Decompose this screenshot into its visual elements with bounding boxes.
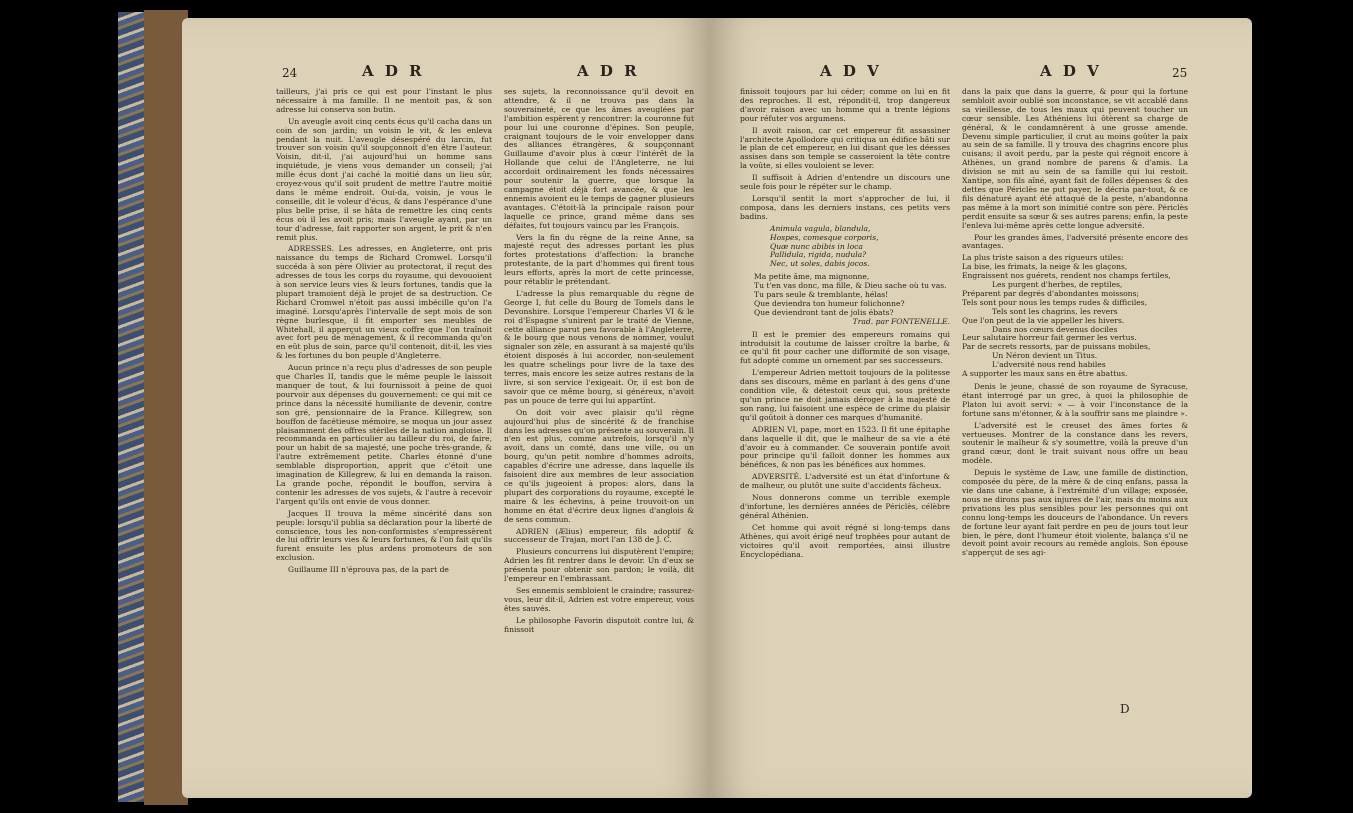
- page-number: 25: [1172, 66, 1188, 80]
- paragraph: Jacques II trouva la même sincérité dans son peuple: lorsqu'il publia sa déclaration pour la liberté de conscience, tous les non-conformistes s'empressèrent de lui offrir leurs vies & leurs fortunes, & l'on fait qu'ils furent ensuite les plus ardens promoteurs de son exclusion.: [276, 508, 492, 563]
- paragraph: L'adversité est le creuset des âmes fortes & vertueuses. Montrer de la constance dans les revers, soutenir le malheur & s'y soumettre, voilà la preuve d'un grand cœur, dont le trait suivant nous offre un beau modèle.: [962, 420, 1188, 466]
- verse-line: Que l'on peut de la vie appeller les hivers.: [962, 315, 1125, 325]
- paragraph: Plusieurs concurrens lui disputèrent l'empire; Adrien les fit rentrer dans le devoir. Un d'eux se présenta pour obtenir son pardon; le voilà, dit l'empereur en l'embrassant.: [504, 547, 694, 584]
- paragraph: Il suffisoit à Adrien d'entendre un discours une seule fois pour le répéter sur le champ.: [740, 173, 950, 192]
- verse-line: Ma petite âme, ma mignonne,: [754, 272, 870, 282]
- paragraph: L'empereur Adrien mettoit toujours de la politesse dans ses discours, même en parlant à des gens d'une condition vile, & détestoit ceux qui, sous prétexte qu'un prince ne doit jamais déroger à la majesté de son rang, lui faisoient une espèce de crime du plaisir qu'il goûtoit à donner ces marques d'humanité.: [740, 368, 950, 422]
- verse-line: Nec, ut soles, dabis jocos.: [770, 259, 870, 269]
- paragraph: Il avoit raison, car cet empereur fit assassiner l'architecte Apollodore qui critiqua un édifice bâti sur le plan de cet empereur, en lui disant que les déesses assises dans son temple se casseroient la tête contre la voûte, si elles vouloient se lever.: [740, 125, 950, 171]
- paragraph: Un aveugle avoit cinq cents écus qu'il cacha dans un coin de son jardin; un voisin le vit, & les enleva pendant la nuit. L'aveugle désespéré du larcin, fut trouver son voisin qu'il soupçonnoit d'en être l'auteur. Voisin, dit-il, j'ai aujourd'hui un homme sans inquiétude, je viens vous demander un conseil; j'ai mille écus dont j'ai caché la moitié dans un lieu sûr, croyez-vous qu'il soit prudent de mettre l'autre moitié dans le même endroit. Oui-da, voisin, je vous le conseille, dit le voleur d'écus, & dans l'espérance d'une plus belle prise, il se hâta de remettre les cinq cents écus où il les avoit pris; mais l'aveugle ayant, par un tour d'adresse, fait rapporter son argent, le prit & n'en remit plus.: [276, 116, 492, 242]
- verse-line: Tu pars seule & tremblante, hélas!: [754, 290, 889, 300]
- paragraph: tailleurs, j'ai pris ce qui est pour l'instant le plus nécessaire à ma famille. Il ne mentoit pas, & son adresse lui conserva son butin.: [276, 87, 492, 114]
- verse-line: Préparent par degrés d'abondantes moissons;: [962, 288, 1140, 298]
- verse-line: Que deviendra ton humeur folichonne?: [754, 298, 905, 308]
- verse-line: Par de secrets ressorts, par de puissans mobiles,: [962, 342, 1151, 352]
- running-header: A D R: [362, 62, 425, 80]
- paragraph: finissoit toujours par lui céder; comme on lui en fit des reproches. Il est, répondit-il, trop dangereux d'avoir raison avec un homme qui a trente légions pour réfuter vos argumens.: [740, 87, 950, 123]
- paragraph: ses sujets, la reconnoissance qu'il devoit en attendre, & il ne trouva pas dans la souveraineté, ce que les âmes aveuglées par l'ambition espèrent y rencontrer: la couronne fut pour lui une couronne d'épines. Son peuple, craignant toujours de le voir envelopper dans des alliances étrangères, & soupçonnant Guillaume d'avoir plus à cœur l'intérêt de la Hollande que celui de l'Angleterre, ne lui accordoit ordinairement les fonds nécessaires pour soutenir la guerre, que lorsque la campagne étoit déjà fort avancée, & que les ennemis avoient eu le temps de gagner plusieurs avantages. C'étoit-là la principale raison pour laquelle ce prince, grand même dans ses défaites, fut toujours vaincu par les François.: [504, 87, 694, 230]
- verse-line: Pallidula, rigida, nudula?: [770, 250, 867, 260]
- running-header: A D V: [820, 62, 882, 80]
- paragraph: Ses ennemis sembloient le craindre; rassurez-vous, leur dit-il, Adrien est votre empereur, vous êtes sauvés.: [504, 585, 695, 613]
- french-poem: [754, 273, 950, 326]
- verse-line: Leur salutaire horreur fait germer les vertus.: [962, 333, 1137, 343]
- latin-poem: [770, 225, 950, 270]
- text-column: [962, 88, 1188, 561]
- paragraph: Pour les grandes âmes, l'adversité présente encore des avantages.: [962, 232, 1188, 251]
- verse-line: A supporter les maux sans en être abattus.: [962, 369, 1128, 379]
- paragraph: ADRESSES. Les adresses, en Angleterre, ont pris naissance du temps de Richard Cromwel. Lorsqu'il succéda à son père Olivier au protectorat, il reçut des adresses de tous les corps du royaume, qui devouoient à son service leurs vies & leurs fortunes, tandis que la plupart tramoient déjà le projet de sa destruction. Ce Richard Cromwel n'étoit pas aussi imbécille qu'on l'a imaginé. Lorsqu'après l'intervalle de sept mois de son règne burlesque, il fit emporter ses meubles de Whitehall, il apperçut un vieux coffre que l'on traînoit avec fort peu de ménagement, & il recommanda qu'on en eût plus de soin, parce qu'il contenoit, dit-il, les vies & les fortunes du bon peuple d'Angleterre.: [276, 244, 492, 361]
- paragraph: Depuis le système de Law, une famille de distinction, composée du père, de la mère & de cinq enfans, passa la vie dans une cabane, à l'extrémité d'un village; exposée, nous ne dirons pas aux injures de l'air, mais du moins aux privations les plus sensibles pour les personnes qui ont connu long-temps les douceurs de l'abondance. Un revers de fortune leur ayant fait perdre en peu de jours tout leur bien, le père, dont l'humeur étoit violente, balança s'il ne devoit point avoir recours au remède anglois. Son épouse s'apperçut de ses agi-: [962, 468, 1188, 558]
- verse-line: Tu t'en vas donc, ma fille, & Dieu sache où tu vas.: [754, 281, 947, 291]
- verse-line: Que deviendront tant de jolis ébats?: [754, 307, 894, 317]
- paragraph: ADRIEN VI, pape, mort en 1523. Il fit une épitaphe dans laquelle il dit, que le malheur de sa vie a été d'avoir eu à commander. Ce souverain pontife avoit pour principe qu'il falloit donner les hommes aux bénéfices, & non pas les bénéfices aux hommes.: [740, 424, 950, 470]
- verse-line: L'adversité nous rend habiles: [992, 360, 1106, 370]
- page-number: 24: [282, 66, 298, 80]
- paragraph: Nous donnerons comme un terrible exemple d'infortune, les dernières années de Périclès, célèbre général Athénien.: [740, 493, 950, 520]
- paragraph: L'adresse la plus remarquable du règne de George I, fut celle du Bourg de Tomels dans le Devonshire. Lorsque l'empereur Charles VI & le roi d'Espagne s'unirent par le traité de Vienne, cette alliance parut peu favorable à l'Angleterre, & le bourg que nous venons de nommer, voulut signaler son zèle, en assurant à sa majesté qu'ils étoient disposés à lui accorder, non-seulement les quatre schelings pour livre de la taxe des terres, mais encore les seize autres restans de la livre, si son service l'exigeait. Or, il est bon de savoir que ce même bourg, si généreux, n'avoit pas un pouce de terre qui lui appartînt.: [504, 288, 694, 405]
- verse-line: La plus triste saison a des rigueurs utiles:: [962, 253, 1124, 263]
- paragraph: ADVERSITÉ. L'adversité est un état d'infortune & de malheur, ou plutôt une suite d'accidents fâcheux.: [740, 472, 950, 491]
- signature-mark: D: [1120, 702, 1130, 716]
- paragraph: Denis le jeune, chassé de son royaume de Syracuse, étant interrogé par un grec, à quoi la philosophie de Platon lui avoit servi: « — à voir l'inconstance de la fortune sans m'étonner, & à la souffrir sans me plaindre ».: [962, 382, 1188, 418]
- verse-line: Les purgent d'herbes, de reptiles,: [992, 280, 1123, 290]
- paragraph: Lorsqu'il sentit la mort s'approcher de lui, il composa, dans les derniers instans, ces petits vers badins.: [740, 193, 950, 221]
- verse-line: Tels sont pour nous les temps rudes & difficiles,: [962, 297, 1148, 307]
- french-poem: [962, 254, 1188, 379]
- text-column: [276, 88, 492, 578]
- paragraph: Il est le premier des empereurs romains qui introduisit la coutume de laisser croître la barbe, & ce qu'il fit pour cacher une difformité de son visage, fut adopté comme un ornement par ses successeurs.: [740, 329, 950, 366]
- paragraph: dans la paix que dans la guerre, & pour qui la fortune sembloit avoir oublié son inconstance, se vit accablé dans sa vieillesse, de tous les maux qui peuvent toucher un cœur sensible. Les Athéniens lui ôtèrent sa charge de général, & le condamnèrent à une grosse amende. Devenu simple particulier, il crut au moins goûter la paix au sein de sa famille. Il y trouva des chagrins encore plus cuisans; il avoit perdu, par la peste qui régnoit encore à Athènes, un grand nombre de parens & d'amis. La division se mit au sein de sa famille qui lui restoit. Xantipe, son fils aîné, ayant fait de folles dépenses & des dettes que Périclès ne put payer, le décria par-tout, & ce fils dénaturé ayant été attaqué de la peste, n'abandonna pas même à la mort son inimitié contre son père. Périclès perdit ensuite sa sœur & ses autres parens; enfin, la peste l'enleva lui-même après cette longue adversité.: [962, 87, 1188, 230]
- paragraph: Cet homme qui avoit régné si long-temps dans Athènes, qui avoit érigé neuf trophées pour autant de victoires qu'il avoit remportées, ainsi illustre Encyclopédiana.: [740, 522, 950, 559]
- paragraph: Le philosophe Favorin disputoit contre lui, & finissoit: [504, 615, 694, 634]
- paragraph: Aucun prince n'a reçu plus d'adresses de son peuple que Charles II, tandis que le même peuple le laissoit manquer de tout, & lui fournissoit à peine de quoi pourvoir aux dépenses du gouvernement: ce qui mit ce prince dans la nécessité humiliante de devenir, contre son gré, pensionnaire de la France. Killegrew, son bouffon de facétieuse mémoire, se moqua un jour assez plaisamment des offres stériles de la nation angloise. Il recommanda en particulier au tailleur du roi, de faire, pour un habit de sa majesté, une poche très-grande, & l'autre extrêmement petite. Charles étonné d'une semblable disproportion, apprit que c'étoit une imagination de Killegrew, & lui en demanda la raison. La grande poche, répondit le bouffon, servira à contenir les adresses de vos sujets, & l'autre à recevoir l'argent qu'ils ont envie de vous donner.: [276, 363, 492, 506]
- verse-line: Dans nos cœurs devenus dociles: [992, 324, 1118, 334]
- paragraph: Vers la fin du règne de la reine Anne, sa majesté reçut des adresses portant les plus fortes protestations d'affection: la branche protestante, de la part d'hommes qui firent tous leurs efforts, après la mort de cette princesse, pour rétablir le prétendant.: [504, 232, 694, 287]
- text-column: [740, 88, 950, 562]
- verse-line: Engraissent nos guérets, rendent nos champs fertiles,: [962, 271, 1171, 281]
- running-header: A D V: [1040, 62, 1102, 80]
- right-page: [710, 18, 1252, 798]
- verse-line: Hospes, comesque corporis,: [770, 232, 879, 242]
- paragraph: Guillaume III n'éprouva pas, de la part de: [288, 565, 449, 575]
- verse-line: Animula vagula, blandula,: [770, 223, 871, 233]
- translation-credit: Trad. par FONTENELLE.: [852, 316, 950, 326]
- verse-line: La bise, les frimats, la neige & les glaçons,: [962, 262, 1128, 272]
- paragraph: ADRIEN (Ælius) empereur, fils adoptif & successeur de Trajan, mort l'an 138 de J. C.: [504, 526, 694, 545]
- verse-line: Tels sont les chagrins, les revers: [992, 306, 1118, 316]
- verse-line: Quæ nunc abibis in loca: [770, 241, 863, 251]
- running-header: A D R: [577, 62, 640, 80]
- left-page: [182, 18, 710, 798]
- verse-line: Un Néron devient un Titus.: [992, 351, 1098, 361]
- text-column: [504, 88, 694, 637]
- paragraph: On doit voir avec plaisir qu'il règne aujourd'hui plus de sincérité & de franchise dans les adresses qu'on présente au souverain. Il n'en est plus, comme autrefois, lorsqu'il n'y avoit, dans un comté, dans une ville, ou un bourg, qu'un petit nombre d'hommes adroits, capables d'écrire une adresse, dans laquelle ils faisoient dire aux membres de leur association ce qu'ils jugeoient à propos: alors, dans la plupart des corporations du royaume, excepté le maire & les échevins, à peine trouvoit-on un homme en état d'écrire deux lignes d'anglois & de sens commun.: [504, 407, 694, 524]
